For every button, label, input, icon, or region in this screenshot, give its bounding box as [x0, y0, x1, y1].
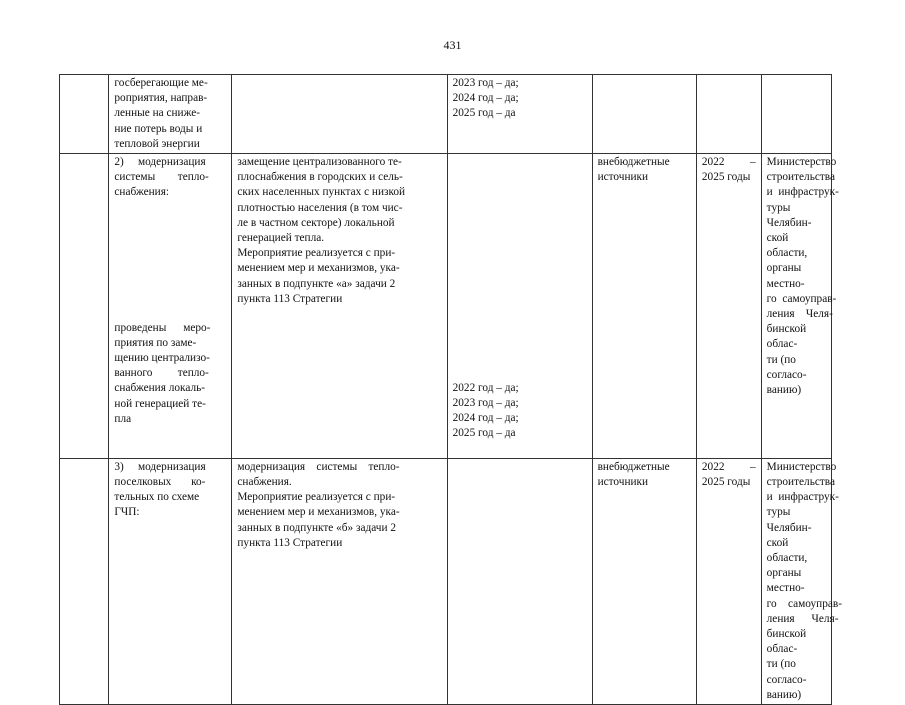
- measures-table: [59, 74, 842, 705]
- responsible-line: Министерство: [766, 156, 837, 169]
- funding-cell: внебюджетные источники: [592, 154, 696, 459]
- responsible-cell: [761, 458, 842, 704]
- responsible-line: ской области,: [766, 536, 808, 565]
- description-line: ских населенных пунктах с низкой: [237, 186, 406, 199]
- table-row: [60, 154, 832, 459]
- responsible-line: бинской облас-: [766, 628, 807, 656]
- description-line: пункта 113 Стратегии: [237, 292, 343, 305]
- period-end: 2025 годы: [701, 171, 751, 184]
- description-line: менением мер и механизмов, ука-: [237, 506, 400, 519]
- responsible-line: Министерство: [766, 460, 837, 473]
- description-line: Мероприятие реализуется с при-: [237, 491, 396, 504]
- measure-line: 3) модернизация: [114, 460, 206, 473]
- measure-cell: [109, 154, 232, 459]
- responsible-line: ской области,: [766, 232, 808, 260]
- period-end: 2025 годы: [701, 476, 751, 489]
- row-number-cell: [60, 458, 109, 704]
- measure-line: тепловой энергии: [114, 137, 200, 150]
- description-line: Мероприятие реализуется с при-: [237, 247, 396, 260]
- description-line: занных в подпункте «б» задачи 2: [237, 521, 397, 534]
- measure-line: поселковых ко-: [114, 476, 206, 489]
- measure-cell: [109, 458, 232, 704]
- description-line: менением мер и механизмов, ука-: [237, 262, 400, 275]
- responsible-line: ти (по согласо-: [766, 353, 807, 381]
- indicator-cell: [447, 458, 592, 704]
- period-start: 2022: [701, 156, 725, 169]
- period-dash: –: [750, 460, 756, 473]
- responsible-line: ления Челя-: [766, 308, 833, 321]
- description-line: снабжения.: [237, 476, 292, 489]
- description-line: пункта 113 Стратегии: [237, 536, 343, 549]
- measure-line: снабжения:: [114, 186, 170, 199]
- row-number-cell: [60, 154, 109, 459]
- result-line: ной генерацией те-: [114, 397, 206, 410]
- responsible-line: строительства: [766, 476, 835, 489]
- measure-line: госберегающие ме-: [114, 77, 208, 89]
- description-line: плоснабжения в городских и сель-: [237, 171, 403, 184]
- table-row: [60, 458, 832, 704]
- responsible-line: органы местно-: [766, 567, 805, 595]
- measure-line: ние потерь воды и: [114, 122, 203, 135]
- result-line: проведены меро-: [114, 321, 211, 334]
- period-cell: [696, 154, 761, 459]
- measure-line: роприятия, направ-: [114, 92, 208, 105]
- responsible-line: бинской облас-: [766, 323, 807, 351]
- responsible-line: го самоуправ-: [766, 292, 837, 305]
- responsible-line: туры Челябин-: [766, 506, 812, 534]
- description-line: замещение централизованного те-: [237, 156, 402, 169]
- responsible-line: строительства: [766, 171, 835, 184]
- row-number-cell: [60, 75, 109, 154]
- description-line: плотностью населения (в том чис-: [237, 201, 403, 214]
- responsible-line: туры Челябин-: [766, 201, 812, 229]
- description-cell: [232, 458, 447, 704]
- table-row: [60, 75, 832, 154]
- description-line: генерацией тепла.: [237, 232, 325, 245]
- period-cell: [696, 75, 761, 154]
- responsible-cell: [761, 75, 831, 154]
- period-start: 2022: [701, 460, 725, 473]
- measure-line: системы тепло-: [114, 171, 209, 184]
- responsible-line: и инфраструк-: [766, 186, 839, 199]
- responsible-line: ванию): [766, 384, 802, 397]
- page-number: 431: [443, 38, 462, 52]
- responsible-line: го самоуправ-: [766, 597, 842, 610]
- responsible-line: органы местно-: [766, 262, 805, 290]
- description-cell: [232, 154, 447, 459]
- description-line: занных в подпункте «а» задачи 2: [237, 277, 396, 290]
- responsible-line: ванию): [766, 688, 802, 701]
- responsible-line: и инфраструк-: [766, 491, 839, 504]
- funding-cell: внебюджетные источники: [592, 458, 696, 704]
- indicator-cell: 2023 год – да; 2024 год – да; 2025 год – да: [447, 75, 592, 154]
- result-line: снабжения локаль-: [114, 382, 205, 395]
- description-line: ле в частном секторе) локальной: [237, 216, 395, 229]
- funding-cell: [592, 75, 696, 154]
- result-line: пла: [114, 412, 132, 425]
- result-line: приятия по заме-: [114, 336, 197, 349]
- measure-line: тельных по схеме: [114, 491, 200, 504]
- indicator-cell: [447, 154, 592, 459]
- description-line: модернизация системы тепло-: [237, 460, 400, 473]
- period-dash: –: [750, 156, 756, 169]
- responsible-line: ления Челя-: [766, 612, 839, 625]
- result-line: щению централизо-: [114, 352, 210, 365]
- responsible-cell: [761, 154, 839, 459]
- measure-line: ленные на сниже-: [114, 107, 200, 120]
- responsible-line: ти (по согласо-: [766, 658, 807, 686]
- indicator-values: 2022 год – да; 2023 год – да; 2024 год – да; 2025 год – да: [452, 381, 519, 440]
- measure-cell: [109, 75, 232, 154]
- measure-line: 2) модернизация: [114, 156, 206, 169]
- description-cell: [232, 75, 447, 154]
- result-line: ванного тепло-: [114, 367, 209, 380]
- period-cell: [696, 458, 761, 704]
- measure-line: ГЧП:: [114, 506, 140, 519]
